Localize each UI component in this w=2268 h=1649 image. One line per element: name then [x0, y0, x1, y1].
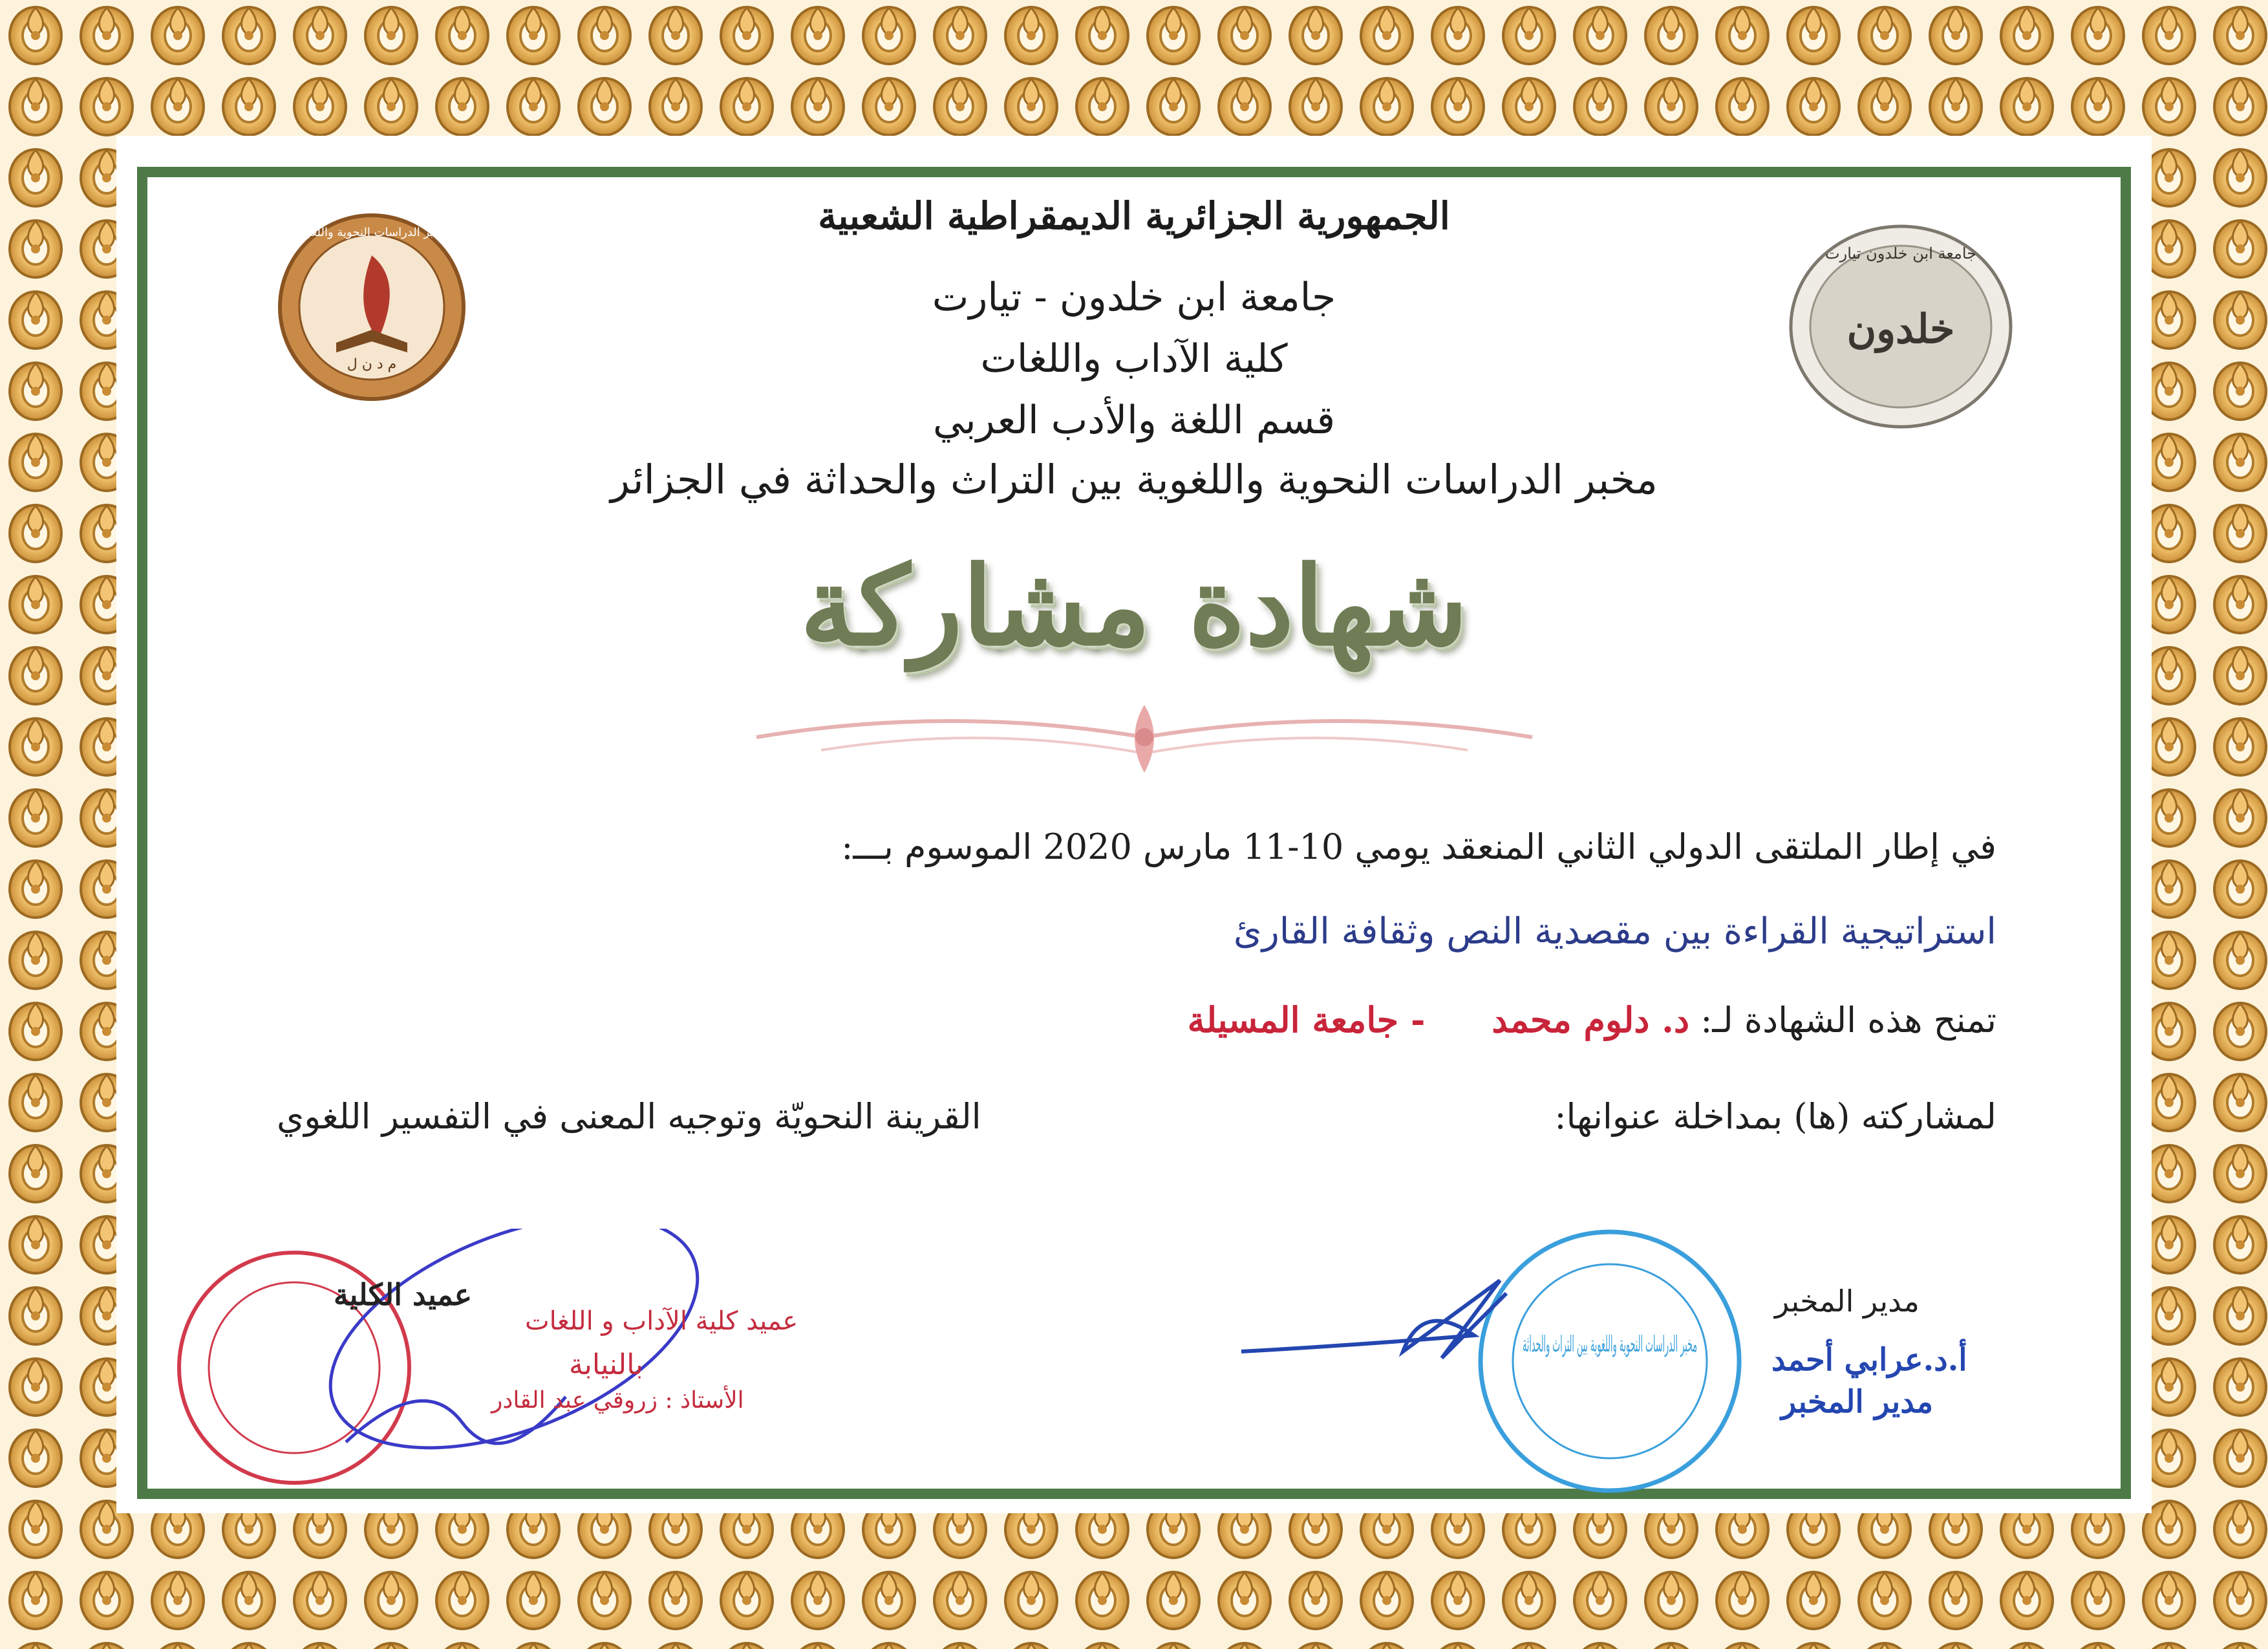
department-heading: قسم اللغة والأدب العربي: [932, 398, 1336, 443]
certificate-title: شهادة مشاركة: [800, 542, 1468, 670]
conference-topic: استراتيجية القراءة بين مقصدية النص وثقافة القارئ: [1233, 911, 1996, 953]
director-name: أ.د.عرابي أحمد: [1771, 1342, 1967, 1378]
laboratory-heading: مخبر الدراسات النحوية واللغوية بين التراث والحداثة في الجزائر: [610, 456, 1658, 503]
dean-stamp-line2: بالنيابة: [569, 1348, 643, 1381]
university-heading: جامعة ابن خلدون - تيارت: [932, 275, 1336, 320]
paper-title: القرينة النحويّة وتوجيه المعنى في التفسير اللغوي: [277, 1096, 981, 1137]
svg-text:خلدون: خلدون: [1846, 305, 1955, 352]
dean-stamp-line1: عميد كلية الآداب و اللغات: [525, 1306, 798, 1336]
recipient-line: [1188, 999, 1996, 1040]
recipient-affiliation: - جامعة المسيلة: [1187, 999, 1426, 1040]
recipient-prefix: تمنح هذه الشهادة لـ:: [1700, 1000, 1996, 1040]
lab-stamp-text: مخبر الدراسات النحوية واللغوية بين التراث والحداثة: [1523, 1331, 1697, 1357]
paper-line: [277, 1096, 1996, 1137]
dean-stamp-line3: الأستاذ : زروقي عبد القادر: [491, 1387, 744, 1414]
title-ornament: [744, 692, 1545, 782]
republic-heading: الجمهورية الجزائرية الديمقراطية الشعبية: [818, 194, 1450, 238]
context-text: في إطار الملتقى الدولي الثاني المنعقد يومي 10-11 مارس 2020 الموسوم بـــ:: [841, 826, 1996, 867]
director-label: مدير المخبر: [1775, 1284, 1920, 1319]
recipient-name: د. دلوم محمد: [1492, 999, 1690, 1040]
participation-prefix: لمشاركته (ها) بمداخلة عنوانها:: [1554, 1096, 1996, 1137]
director-title: مدير المخبر: [1781, 1384, 1934, 1420]
lab-logo-initials: م د ن ل: [347, 356, 397, 372]
faculty-heading: كلية الآداب واللغات: [980, 336, 1288, 382]
university-logo-text: جامعة ابن خلدون تيارت: [1825, 244, 1976, 263]
lab-logo-text: مخبر الدراسات النحوية واللغوية: [295, 226, 448, 239]
lab-director-stamp: [1228, 1222, 1810, 1507]
dean-stamp: [152, 1229, 734, 1507]
dean-label: عميد الكلية: [334, 1277, 473, 1312]
